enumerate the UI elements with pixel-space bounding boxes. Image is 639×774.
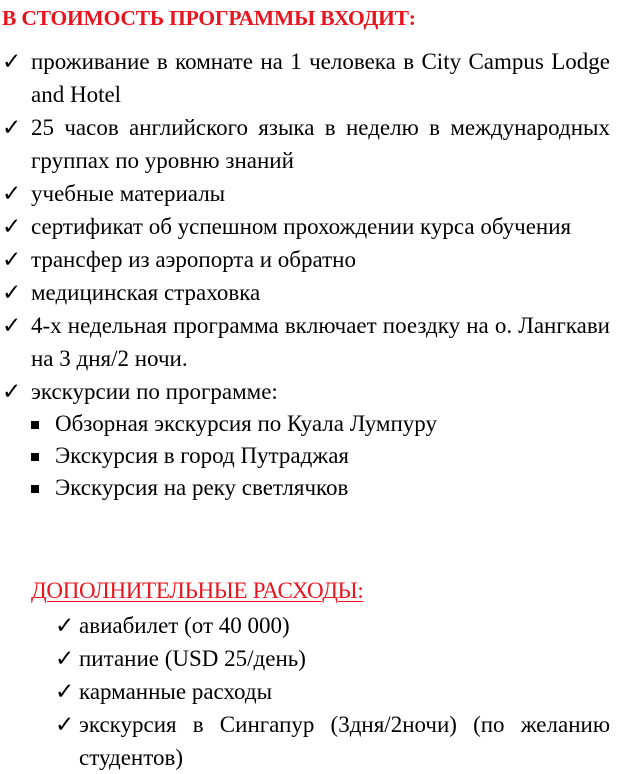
square-bullet-icon — [31, 421, 39, 429]
check-icon: ✓ — [55, 613, 75, 638]
included-list — [0, 45, 610, 504]
list-item-text: Экскурсия на реку светлячков — [55, 475, 349, 500]
list-item-text: питание (USD 25/день) — [79, 646, 306, 671]
check-icon: ✓ — [2, 49, 22, 74]
excursion-item-kuala-lumpur — [0, 408, 610, 440]
list-item-text: авиабилет (от 40 000) — [79, 613, 290, 638]
list-item-meals — [55, 642, 610, 675]
list-item-certificate — [0, 210, 610, 243]
list-item-singapore-trip — [55, 708, 610, 774]
extra-costs-heading: ДОПОЛНИТЕЛЬНЫЕ РАСХОДЫ: — [31, 578, 364, 603]
excursion-item-putrajaya — [0, 440, 610, 472]
check-icon: ✓ — [2, 313, 22, 338]
list-item-airfare — [55, 609, 610, 642]
check-icon: ✓ — [2, 181, 22, 206]
list-item-materials — [0, 177, 610, 210]
list-item-langkawi-trip — [0, 309, 610, 375]
included-heading: В СТОИМОСТЬ ПРОГРАММЫ ВХОДИТ: — [2, 6, 416, 30]
check-icon: ✓ — [2, 280, 22, 305]
square-bullet-icon — [31, 453, 39, 461]
check-icon: ✓ — [55, 679, 75, 704]
list-item-text: трансфер из аэропорта и обратно — [31, 247, 356, 272]
list-item-transfer — [0, 243, 610, 276]
extra-costs-list — [55, 609, 610, 774]
list-item-text: экскурсия в Сингапур (3дня/2ночи) (по желанию студентов) — [79, 712, 610, 770]
excursion-item-fireflies — [0, 472, 610, 504]
list-item-pocket-money — [55, 675, 610, 708]
list-item-insurance — [0, 276, 610, 309]
check-icon: ✓ — [2, 247, 22, 272]
check-icon: ✓ — [2, 115, 22, 140]
list-item-text: 25 часов английского языка в неделю в международных группах по уровню знаний — [31, 115, 610, 173]
check-icon: ✓ — [55, 646, 75, 671]
check-icon: ✓ — [55, 712, 75, 737]
list-item-text: экскурсии по программе: — [31, 379, 278, 404]
list-item-text: сертификат об успешном прохождении курса обучения — [31, 214, 572, 239]
list-item-text: учебные материалы — [31, 181, 226, 206]
list-item-text: Обзорная экскурсия по Куала Лумпуру — [55, 411, 437, 436]
square-bullet-icon — [31, 485, 39, 493]
list-item-text: Экскурсия в город Путраджая — [55, 443, 349, 468]
list-item-text: проживание в комнате на 1 человека в City Campus Lodge and Hotel — [31, 49, 610, 107]
list-item-text: 4-х недельная программа включает поездку на о. Лангкави на 3 дня/2 ночи. — [31, 313, 610, 371]
check-icon: ✓ — [2, 214, 22, 239]
check-icon: ✓ — [2, 379, 22, 404]
list-item-text: медицинская страховка — [31, 280, 261, 305]
list-item-text: карманные расходы — [79, 679, 273, 704]
list-item-accommodation — [0, 45, 610, 111]
list-item-english-hours — [0, 111, 610, 177]
list-item-excursions — [0, 375, 610, 408]
